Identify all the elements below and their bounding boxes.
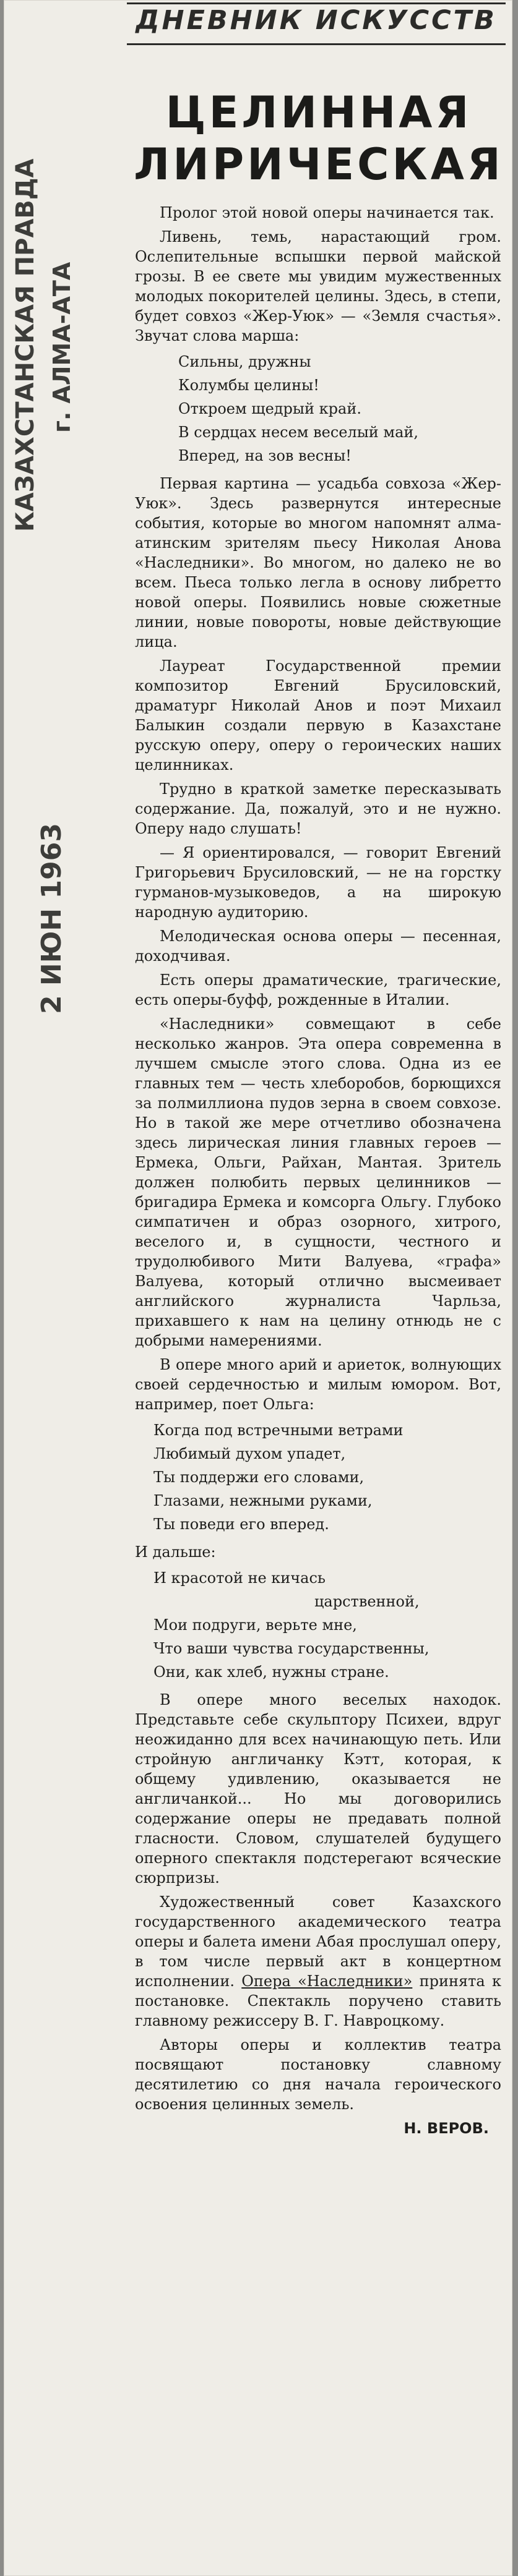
paragraph: Авторы оперы и коллектив театра посвящают постановку славному десятилетию со дня начала героического освоения целинных земель.: [135, 2036, 501, 2113]
paragraph: Есть оперы драматические, трагические, есть оперы-буфф, рожденные в Италии.: [135, 971, 501, 1009]
paragraph: Лауреат Государственной премии композитор Евгений Брусиловский, драматург Николай Анов и поэт Михаил Балыкин создали первую в Казахстане русскую оперу, оперу о героических наших целинниках.: [135, 657, 501, 774]
paragraph-part: Художественный совет Казахского государственного академического театра оперы и балета имени Абая прослушал оперу, в том числе первый акт в концертном исполнении.: [135, 1893, 501, 1990]
verse-line: И красотой не кичась: [153, 1569, 326, 1587]
verse-line: Колумбы целины!: [178, 377, 319, 394]
verse-line: Глазами, нежными руками,: [153, 1492, 373, 1509]
verse-line: Ты поддержи его словами,: [153, 1469, 365, 1486]
author-signature: Н. ВЕРОВ.: [404, 2120, 489, 2137]
verse-line: Ты поведи его вперед.: [153, 1516, 329, 1533]
verse-line: Любимый духом упадет,: [153, 1445, 346, 1462]
paragraph: Ливень, темь, нарастающий гром. Ослепительные вспышки первой майской грозы. В ее свете мы увидим мужественных молодых покорителей целины. Здесь, в степи, будет совхоз «Жер-Уюк» — «Земля счастья». Звучат слова марша:: [135, 228, 501, 344]
paragraph: Первая картина — усадьба совхоза «Жер-Уюк». Здесь развернутся интересные события, которые во многом напомнят алма-атинским зрителям пьесу Николая Анова «Наследники». Во многом, но далеко не во всем. Пьеса только легла в основу либретто новой оперы. Появились новые сюжетные линии, новые повороты, новые действующие лица.: [135, 475, 501, 650]
paragraph: Пролог этой новой оперы начинается так.: [160, 204, 494, 221]
article-body: [135, 203, 501, 2138]
header-bottom-rule: [127, 43, 506, 45]
headline-line-1: ЦЕЛИННАЯ: [165, 87, 472, 138]
stamp-date: 2 ИЮН 1963: [36, 822, 67, 1014]
verse-line: В сердцах несем веселый май,: [178, 424, 419, 441]
rubric-title: ДНЕВНИК ИСКУССТВ: [136, 5, 497, 36]
paragraph: [135, 1892, 501, 2031]
headline-line-2: ЛИРИЧЕСКАЯ: [134, 139, 504, 190]
verse-olga: [153, 1418, 501, 1536]
paragraph: Трудно в краткой заметке пересказывать содержание. Да, пожалуй, это и не нужно. Оперу надо слушать!: [135, 780, 501, 837]
paragraph: «Наследники» совмещают в себе несколько жанров. Эта опера современна в лучшем смысле этого слова. Одна из ее главных тем — честь хлеборобов, борющихся за полмиллиона пудов зерна в своем совхозе. Но в такой же мере отчетливо обозначена здесь лирическая линия главных героев — Ермека, Ольги, Райхан, Мантая. Зритель должен полюбить первых целинников — бригадира Ермека и комсорга Ольгу. Глубоко симпатичен и образ озорного, хитрого, веселого и, в сущности, честного и трудолюбивого Мити Валуева, «графа» Валуева, который отлично высмеивает английского журналиста Чарльза, прихавшего к нам на целину отнюдь не с добрыми намерениями.: [135, 1015, 501, 1349]
underlined-phrase: Опера «Наследники»: [241, 1973, 413, 1990]
paragraph: Мелодическая основа оперы — песенная, доходчивая.: [135, 928, 501, 965]
verse-line: Сильны, дружны: [178, 353, 311, 370]
verse-line: Вперед, на зов весны!: [178, 447, 352, 464]
article-headline: [133, 87, 504, 190]
verse-line: Откроем щедрый край.: [178, 400, 361, 417]
paragraph: В опере много веселых находок. Представьте себе скульптору Психеи, вдруг неожиданно для всех начинающую петь. Или стройную англичанку Кэтт, которая, к общему удивлению, оказывается не англичанкой... Но мы договорились содержание оперы не предавать полной гласности. Словом, слушателей будущего оперного спектакля подстерегают всяческие сюрпризы.: [135, 1691, 501, 1887]
header-top-rule: [127, 2, 506, 4]
verse-march: [178, 350, 501, 467]
verse-line: Они, как хлеб, нужны стране.: [153, 1663, 389, 1681]
archive-stamp: [11, 158, 98, 1138]
verse-friends: [153, 1566, 501, 1684]
stamp-city: г. АЛМА-АТА: [48, 262, 76, 433]
paragraph: В опере много арий и ариеток, волнующих своей сердечностью и милым юмором. Вот, например, поет Ольга:: [135, 1356, 501, 1413]
verse-line: Мои подруги, верьте мне,: [153, 1616, 357, 1634]
paragraph: — Я ориентировался, — говорит Евгений Григорьевич Брусиловский, — не на горстку гурманов-музыковедов, а на широкую народную аудиторию.: [135, 844, 501, 921]
paragraph: И дальше:: [135, 1543, 216, 1561]
stamp-newspaper: КАЗАХСТАНСКАЯ ПРАВДА: [11, 158, 40, 532]
verse-line: Когда под встречными ветрами: [153, 1422, 404, 1439]
verse-line: Что ваши чувства государственны,: [153, 1640, 430, 1657]
paragraph-part: принята к постановке. Спектакль поручено ставить главному режиссеру В. Г. Навроцкому.: [135, 1973, 501, 2029]
verse-line: царственной,: [314, 1593, 420, 1610]
